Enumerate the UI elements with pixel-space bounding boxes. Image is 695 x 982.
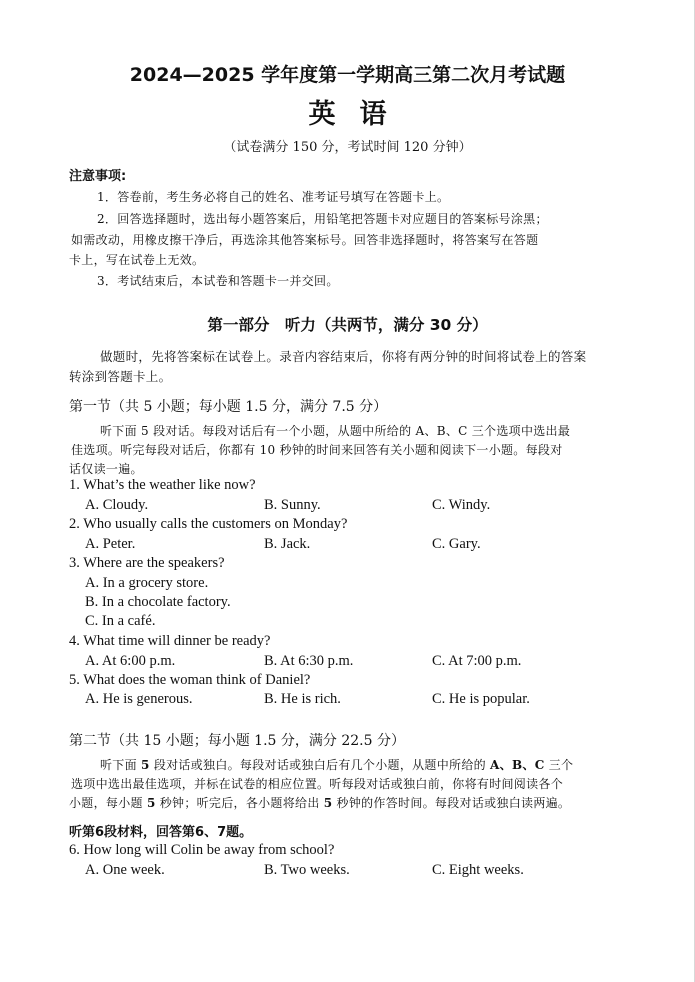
section-one-heading: 第一节（共 5 小题；每小题 1.5 分，满分 7.5 分） bbox=[69, 399, 388, 415]
instr-options: A、B、C bbox=[490, 758, 545, 772]
exam-title: 2024—2025 学年度第一学期高三第二次月考试题 bbox=[129, 64, 566, 86]
instr-text: 秒钟；听完后，各小题将给出 bbox=[159, 796, 320, 810]
question-2-option-b: B. Jack. bbox=[264, 536, 311, 552]
instr-text: 段对话或独白。每段对话或独白后有几个小题，从题中所给的 bbox=[153, 758, 486, 772]
question-6-stem: 6. How long will Colin be away from school? bbox=[69, 842, 335, 858]
notice-item-2-line-1: 2．回答选择题时，选出每小题答案后，用铅笔把答题卡对应题目的答案标号涂黑； bbox=[97, 212, 548, 226]
question-4-option-c: C. At 7:00 p.m. bbox=[432, 653, 522, 669]
part-one-intro-line-1: 做题时，先将答案标在试卷上。录音内容结束后，你将有两分钟的时间将试卷上的答案 bbox=[100, 349, 587, 364]
section-two-instruction-line-2: 选项中选出最佳选项，并标在试卷的相应位置。听每段对话或独白前，你将有时间阅读各个 bbox=[71, 777, 564, 791]
part-one-intro-line-2: 转涂到答题卡上。 bbox=[69, 369, 172, 384]
question-2-option-c: C. Gary. bbox=[432, 536, 481, 552]
material-heading: 听第6段材料，回答第6、7题。 bbox=[69, 825, 253, 840]
question-5-stem: 5. What does the woman think of Daniel? bbox=[69, 672, 311, 688]
question-6-option-b: B. Two weeks. bbox=[264, 862, 350, 878]
instr-text: 听下面 bbox=[100, 758, 137, 772]
section-one-instruction-line-3: 话仅读一遍。 bbox=[69, 462, 143, 476]
question-1-option-c: C. Windy. bbox=[432, 497, 491, 513]
question-6-option-c: C. Eight weeks. bbox=[432, 862, 524, 878]
question-5-option-b: B. He is rich. bbox=[264, 691, 341, 707]
instr-text: 三个 bbox=[548, 758, 574, 772]
question-2-option-a: A. Peter. bbox=[85, 536, 136, 552]
notice-item-1: 1．答卷前，考生务必将自己的姓名、准考证号填写在答题卡上。 bbox=[97, 190, 450, 204]
section-two-heading: 第二节（共 15 小题；每小题 1.5 分，满分 22.5 分） bbox=[69, 733, 405, 749]
notice-item-2-line-3: 卡上，写在试卷上无效。 bbox=[69, 253, 205, 267]
question-1-stem: 1. What’s the weather like now? bbox=[69, 477, 256, 493]
section-one-instruction-line-1: 听下面 5 段对话。每段对话后有一个小题，从题中所给的 A、B、C 三个选项中选出最 bbox=[100, 424, 571, 438]
subject-title: 英语 bbox=[308, 99, 411, 130]
question-4-option-a: A. At 6:00 p.m. bbox=[85, 653, 176, 669]
notice-item-3: 3．考试结束后，本试卷和答题卡一并交回。 bbox=[97, 274, 339, 288]
question-1-option-a: A. Cloudy. bbox=[85, 497, 149, 513]
question-4-option-b: B. At 6:30 p.m. bbox=[264, 653, 354, 669]
question-5-option-a: A. He is generous. bbox=[85, 691, 193, 707]
section-two-instruction-line-1 bbox=[100, 756, 573, 773]
instr-seconds: 5 bbox=[323, 796, 333, 810]
instr-count: 5 bbox=[141, 758, 150, 772]
instr-text: 小题，每小题 bbox=[69, 796, 143, 810]
notice-heading: 注意事项: bbox=[69, 169, 127, 184]
instr-seconds: 5 bbox=[146, 796, 156, 810]
exam-meta: （试卷满分 150 分，考试时间 120 分钟） bbox=[223, 140, 472, 155]
part-one-title: 第一部分 听力（共两节，满分 30 分） bbox=[207, 316, 488, 334]
question-4-stem: 4. What time will dinner be ready? bbox=[69, 633, 271, 649]
section-one-instruction-line-2: 佳选项。听完每段对话后，你都有 10 秒钟的时间来回答有关小题和阅读下一小题。每段对 bbox=[71, 443, 563, 457]
question-2-stem: 2. Who usually calls the customers on Monday? bbox=[69, 516, 348, 532]
section-two-instruction-line-3 bbox=[69, 794, 570, 811]
question-3-option-c: C. In a café. bbox=[85, 613, 156, 629]
question-5-option-c: C. He is popular. bbox=[432, 691, 530, 707]
question-3-stem: 3. Where are the speakers? bbox=[69, 555, 225, 571]
question-6-option-a: A. One week. bbox=[85, 862, 165, 878]
question-3-option-b: B. In a chocolate factory. bbox=[85, 594, 231, 610]
question-3-option-a: A. In a grocery store. bbox=[85, 575, 209, 591]
question-1-option-b: B. Sunny. bbox=[264, 497, 321, 513]
instr-text: 秒钟的作答时间。每段对话或独白读两遍。 bbox=[336, 796, 571, 810]
notice-item-2-line-2: 如需改动，用橡皮擦干净后，再选涂其他答案标号。回答非选择题时，将答案写在答题 bbox=[71, 233, 539, 247]
